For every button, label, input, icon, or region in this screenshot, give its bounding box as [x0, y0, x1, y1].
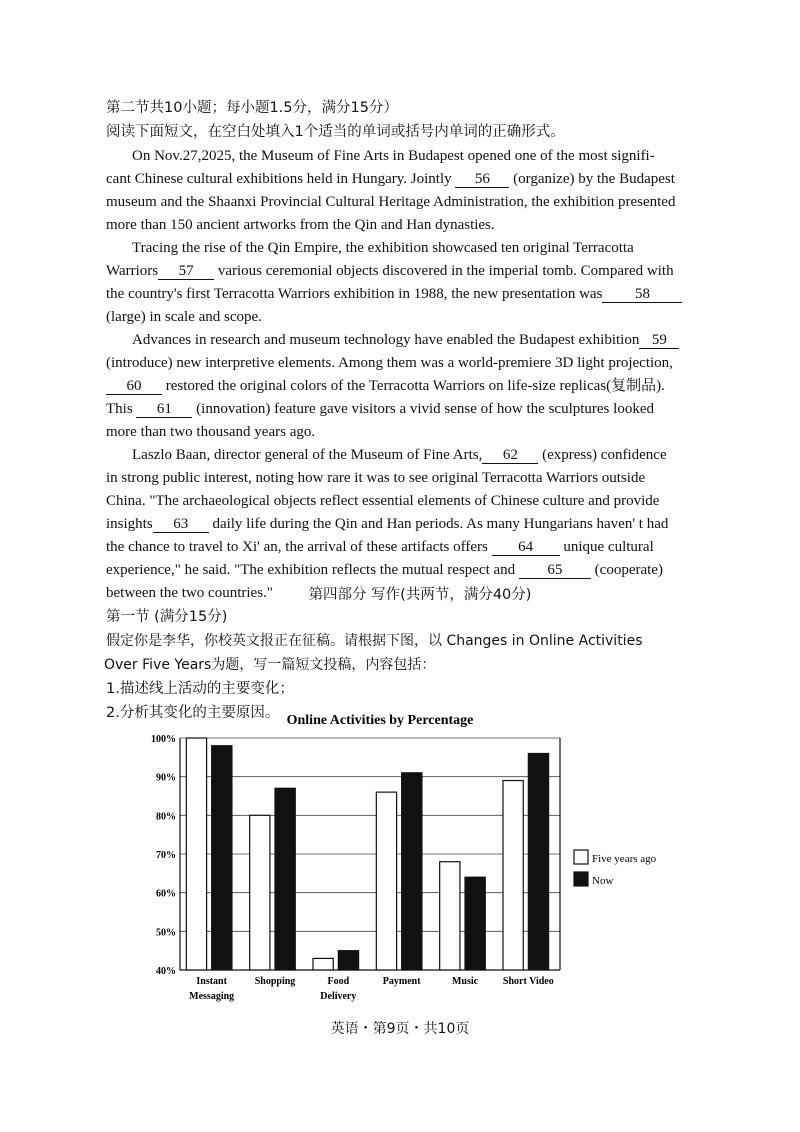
passage-p4-line2: in strong public interest, noting how rare it was to see original Terracotta Warriors outside [106, 470, 646, 486]
bar-now [465, 877, 485, 970]
passage-text: (cooperate) [594, 562, 663, 578]
passage-p1-line3: museum and the Shaanxi Provincial Cultural Heritage Administration, the exhibition presented [106, 194, 676, 210]
x-tick-label: Instant [196, 976, 227, 987]
y-tick-label: 50% [156, 927, 176, 939]
passage-text: cant Chinese cultural exhibitions held in Hungary. Jointly [106, 171, 452, 187]
task-item1: 1.描述线上活动的主要变化； [106, 681, 294, 697]
online-activities-chart [150, 708, 710, 1008]
passage-text: unique cultural [563, 539, 654, 555]
section-heading: 第二节共10小题；每小题1.5分，满分15分） [106, 100, 398, 116]
x-tick-label: Delivery [320, 991, 357, 1002]
passage-text: This [106, 401, 133, 417]
chart-title: Online Activities by Percentage [286, 713, 474, 728]
y-tick-label: 60% [156, 888, 176, 900]
passage-text: experience," he said. "The exhibition reflects the mutual respect and [106, 562, 516, 578]
bar-five-years-ago [440, 862, 460, 970]
passage-p2-line4: (large) in scale and scope. [106, 309, 262, 325]
blank-62: 62 [482, 447, 538, 464]
passage-p4-line7: between the two countries." [106, 585, 273, 601]
passage-p4-line6 [106, 560, 706, 580]
passage-text: restored the original colors of the Terracotta Warriors on life-size replicas(复制品). [165, 378, 665, 394]
passage-text: (express) confidence [542, 447, 667, 463]
passage-p2-line2 [106, 261, 706, 281]
x-tick-label: Music [451, 976, 479, 987]
part4-heading: 第四部分 写作(共两节，满分40分) [308, 587, 532, 603]
blank-65: 65 [519, 562, 591, 579]
bar-five-years-ago [376, 792, 396, 970]
x-tick-label: Short Video [502, 976, 554, 987]
passage-p3-line3 [106, 376, 706, 396]
y-tick-label: 70% [156, 850, 176, 861]
page-footer: 英语・第9页・共10页 [330, 1021, 470, 1037]
passage-p2-line3 [106, 284, 706, 304]
bar-five-years-ago [503, 781, 523, 970]
blank-61: 61 [136, 401, 192, 418]
passage-p1-line1: On Nov.27,2025, the Museum of Fine Arts in Budapest opened one of the most signifi- [132, 148, 655, 164]
y-tick-label: 40% [156, 966, 176, 977]
passage-text: various ceremonial objects discovered in the imperial tomb. Compared with [217, 263, 674, 279]
bar-now [528, 753, 548, 970]
passage-p1-line4: more than 150 ancient artworks from the Qin and Han dynasties. [106, 217, 495, 233]
passage-text: (innovation) feature gave visitors a vivid sense of how the sculptures looked [196, 401, 654, 417]
blank-58: 58 [602, 286, 682, 303]
legend-swatch [574, 850, 588, 864]
task-item2: 2.分析其变化的主要原因。 [106, 705, 280, 721]
x-tick-label: Shopping [254, 976, 296, 987]
blank-59: 59 [639, 332, 679, 349]
y-tick-label: 80% [156, 811, 176, 823]
passage-p3-line2: (introduce) new interpretive elements. Among them was a world-premiere 3D light projection, [106, 355, 673, 371]
blank-64: 64 [492, 539, 560, 556]
passage-text: Laszlo Baan, director general of the Museum of Fine Arts, [132, 447, 483, 463]
x-tick-label: Messaging [189, 991, 235, 1002]
legend-label: Five years ago [592, 853, 657, 865]
y-tick-label: 90% [156, 772, 176, 784]
bar-now [338, 951, 358, 970]
blank-60: 60 [106, 378, 162, 395]
bar-five-years-ago [313, 958, 333, 970]
bar-five-years-ago [250, 815, 270, 970]
y-tick-label: 100% [151, 734, 176, 745]
part4-section1: 第一节 (满分15分) [106, 609, 228, 625]
passage-text: daily life during the Qin and Han periods. As many Hungarians haven' t had [212, 516, 669, 532]
passage-text: the chance to travel to Xi' an, the arrival of these artifacts offers [106, 539, 488, 555]
passage-text: insights [106, 516, 153, 532]
blank-56: 56 [455, 171, 509, 188]
bar-now [212, 746, 232, 970]
section-instruction: 阅读下面短文，在空白处填入1个适当的单词或括号内单词的正确形式。 [106, 124, 565, 140]
passage-text: Warriors [106, 263, 159, 279]
passage-text: the country's first Terracotta Warriors exhibition in 1988, the new presentation was [106, 286, 603, 302]
bar-now [275, 788, 295, 970]
task-line1: 假定你是李华，你校英文报正在征稿。请根据下图，以 Changes in Online Activities [106, 633, 643, 649]
blank-57: 57 [158, 263, 214, 280]
task-line2: Over Five Years为题，写一篇短文投稿，内容包括： [104, 657, 436, 673]
bar-now [402, 773, 422, 970]
x-tick-label: Food [327, 976, 350, 987]
passage-p4-line1 [132, 445, 732, 465]
passage-text: Advances in research and museum technology have enabled the Budapest exhibition [132, 332, 640, 348]
legend-swatch [574, 872, 588, 886]
blank-63: 63 [153, 516, 209, 533]
passage-p4-line3: China. "The archaeological objects reflect essential elements of Chinese culture and provide [106, 493, 660, 509]
passage-p3-line5: more than two thousand years ago. [106, 424, 316, 440]
passage-p1-line2 [106, 169, 706, 189]
passage-text: (organize) by the Budapest [513, 171, 675, 187]
passage-p4-line5 [106, 537, 706, 557]
passage-p3-line1 [132, 330, 732, 350]
passage-p4-line4 [106, 514, 706, 534]
x-tick-label: Payment [382, 976, 421, 987]
passage-p2-line1: Tracing the rise of the Qin Empire, the exhibition showcased ten original Terracotta [132, 240, 634, 256]
legend-label: Now [592, 875, 614, 887]
bar-five-years-ago [186, 738, 206, 970]
passage-p3-line4 [106, 399, 706, 419]
